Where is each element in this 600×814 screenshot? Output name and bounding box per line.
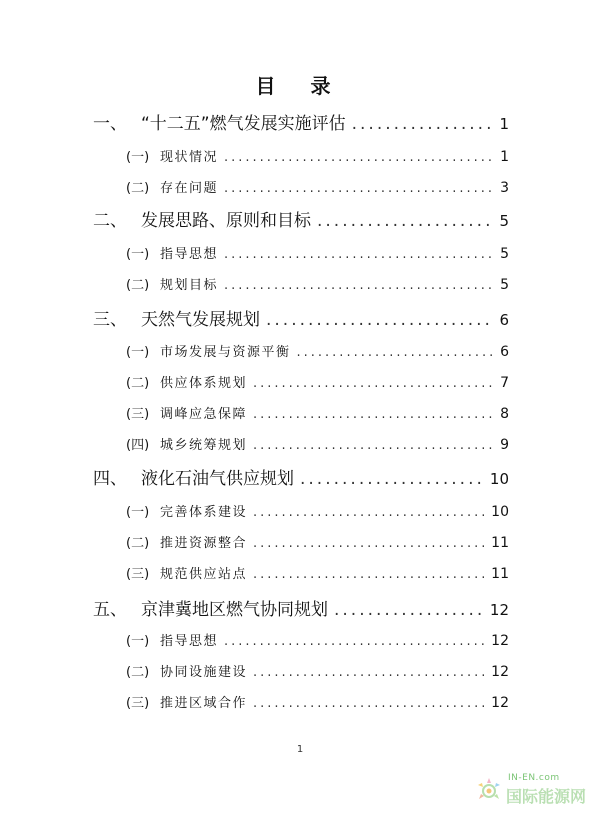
toc-title: 发展思路、原则和目标 [141,211,311,231]
toc-entry[interactable] [126,146,509,165]
toc-leader [334,600,484,620]
toc-number: (二) [126,665,150,680]
watermark-name: 国际能源网 [506,787,587,806]
sun-logo-icon [474,775,504,805]
toc-leader [224,278,493,293]
toc-number: (二) [126,376,150,391]
toc-leader [253,407,493,422]
toc-leader [317,211,493,231]
toc-title: 协同设施建设 [160,665,248,680]
toc-page: 10 [489,470,509,488]
toc-leader [253,696,485,711]
toc-page: 12 [491,633,509,649]
toc-page: 6 [500,344,509,360]
toc-leader [224,634,485,649]
toc-title: 指导思想 [160,634,219,649]
toc-entry[interactable] [126,434,509,453]
toc-page: 1 [499,115,509,133]
toc-entry[interactable] [126,630,509,649]
toc-title: 推进区域合作 [160,696,248,711]
toc-leader [224,181,493,196]
toc-title: 现状情况 [160,150,219,165]
toc-entry[interactable] [126,274,509,293]
toc-leader [224,247,493,262]
toc-number: (三) [126,696,150,711]
toc-title: 完善体系建设 [160,505,248,520]
toc-leader [352,114,493,134]
toc-number: (二) [126,181,150,196]
toc-leader [266,310,493,330]
toc-number: 一、 [93,114,127,134]
toc-page: 5 [499,212,509,230]
toc-entry[interactable] [126,177,509,196]
toc-title: 京津冀地区燃气协同规划 [141,600,328,620]
toc-entry[interactable] [126,563,509,582]
page-title: 目 录 [255,74,345,98]
toc-number: 四、 [93,469,127,489]
toc-page: 5 [500,246,509,262]
toc-entry[interactable] [126,692,509,711]
toc-title: 市场发展与资源平衡 [160,345,291,360]
toc-title: 供应体系规划 [160,376,248,391]
toc-number: (一) [126,345,150,360]
toc-entry[interactable] [93,109,509,134]
toc-page: 11 [491,566,509,582]
toc-title: 推进资源整合 [160,536,248,551]
toc-leader [253,376,493,391]
toc-entry[interactable] [93,464,509,489]
toc-number: (二) [126,278,150,293]
toc-entry[interactable] [93,206,509,231]
toc-entry[interactable] [126,661,509,680]
toc-page: 10 [491,504,509,520]
toc-page: 5 [500,277,509,293]
toc-leader [253,536,485,551]
toc-page: 12 [491,664,509,680]
toc-page: 11 [491,535,509,551]
toc-entry[interactable] [126,501,509,520]
toc-number: 二、 [93,211,127,231]
toc-number: (一) [126,634,150,649]
toc-entry[interactable] [126,243,509,262]
toc-page: 6 [499,311,509,329]
toc-title: 液化石油气供应规划 [141,469,294,489]
toc-leader [253,505,485,520]
toc-page: 12 [491,695,509,711]
toc-number: (三) [126,567,150,582]
toc-title: 规范供应站点 [160,567,248,582]
toc-entry[interactable] [126,341,509,360]
toc-leader [253,567,485,582]
toc-page: 3 [500,180,509,196]
toc-title: 规划目标 [160,278,219,293]
toc-number: (二) [126,536,150,551]
toc-leader [253,438,493,453]
toc-title: 指导思想 [160,247,219,262]
toc-entry[interactable] [93,305,509,330]
toc-title: 天然气发展规划 [141,310,260,330]
toc-entry[interactable] [126,403,509,422]
toc-entry[interactable] [126,532,509,551]
watermark [474,773,598,807]
toc-number: (一) [126,505,150,520]
toc-number: 五、 [93,600,127,620]
toc-title: 存在问题 [160,181,219,196]
toc-number: (三) [126,407,150,422]
page-number: 1 [296,744,304,755]
toc-page: 7 [500,375,509,391]
toc-leader [253,665,485,680]
toc-page: 8 [500,406,509,422]
watermark-brand: IN-EN.com [508,773,560,783]
toc-leader [224,150,493,165]
toc-leader [297,345,493,360]
toc-number: (四) [126,438,150,453]
toc-title: 调峰应急保障 [160,407,248,422]
toc-entry[interactable] [126,372,509,391]
toc-page: 1 [500,149,509,165]
toc-number: 三、 [93,310,127,330]
toc-page: 12 [489,601,509,619]
toc-leader [300,469,484,489]
toc-number: (一) [126,150,150,165]
toc-number: (一) [126,247,150,262]
toc-page: 9 [500,437,509,453]
toc-title: “十二五”燃气发展实施评估 [141,114,346,134]
toc-entry[interactable] [93,595,509,620]
toc-title: 城乡统筹规划 [160,438,248,453]
